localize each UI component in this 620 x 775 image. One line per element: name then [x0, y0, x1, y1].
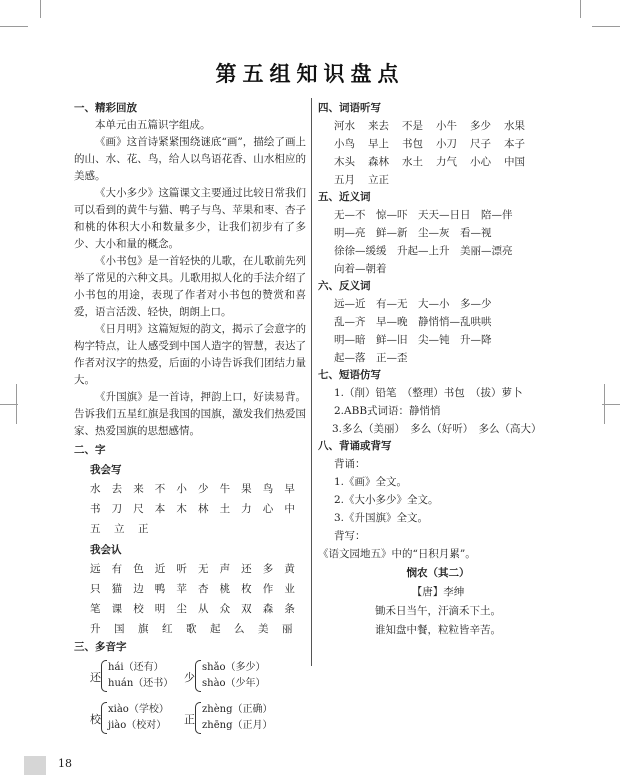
polyphone-char: 少 [184, 671, 195, 684]
cell: 猫 [111, 583, 123, 595]
cell: 有 [111, 563, 123, 575]
cell: 明 [154, 603, 166, 615]
cell: 中国 [504, 156, 525, 168]
cell: 立正 [368, 174, 389, 186]
cell: 中 [284, 503, 295, 515]
row [90, 579, 306, 599]
cell: 森林 [368, 156, 389, 168]
paragraph: 《画》这首诗紧紧围绕谜底“画”，描绘了画上的山、水、花、鸟，给人以鸟语花香、山水相应的美感。 [74, 136, 306, 182]
poem-line: 锄禾日当午，汗滴禾下土。 [375, 605, 501, 617]
recite-line: 背写： [334, 530, 366, 542]
antonym-line: 明—暗 鲜—旧 尖—钝 升—降 [334, 334, 492, 346]
paragraph: 《升国旗》是一首诗，押韵上口，好读易背。告诉我们五星红旗是我国的国旗，激发我们热爱国家、热爱国旗的思想感情。 [74, 391, 306, 437]
cell: 力气 [436, 156, 457, 168]
poem-line: 谁知盘中餐，粒粒皆辛苦。 [375, 624, 501, 636]
cell: 起 [210, 623, 221, 635]
cell: 校 [133, 603, 144, 615]
crop-mark [592, 26, 620, 27]
phrase-line: 3.多么（美丽） 多么（好听） 多么（高大） [332, 423, 542, 435]
subheading: 我会认 [90, 544, 122, 556]
cell: 水 [90, 483, 101, 495]
cell: 立 [114, 523, 125, 535]
crop-mark [16, 384, 17, 424]
cell: 河水 [334, 120, 355, 132]
cell: 早 [284, 483, 295, 495]
left-column [74, 100, 306, 746]
section-heading: 一、精彩回放 [74, 102, 137, 114]
synonym-line: 徐徐—缓缓 升起—上升 美丽—漂亮 [334, 245, 513, 257]
polyphone-char: 校 [90, 713, 101, 726]
reading: huán（还书） [108, 678, 174, 689]
section-heading: 二、字 [74, 444, 106, 456]
cell: 听 [176, 563, 187, 575]
cell: 笔 [90, 603, 101, 615]
recite-line: 背诵： [334, 458, 366, 470]
recite-line: 《语文园地五》中的“日积月累”。 [318, 548, 476, 560]
polyphone-list [74, 658, 306, 746]
cell: 林 [197, 503, 209, 515]
section-heading: 七、短语仿写 [318, 369, 381, 381]
reading: hái（还有） [108, 662, 164, 673]
cell: 不 [154, 483, 166, 495]
cell: 作 [262, 583, 274, 595]
char-grid-read [90, 559, 306, 639]
row [334, 117, 558, 135]
cell: 多少 [470, 120, 491, 132]
cell: 小刀 [436, 138, 457, 150]
cell: 黄 [284, 563, 295, 575]
crop-mark [0, 26, 28, 27]
crop-mark [580, 0, 581, 18]
cell: 尘 [176, 603, 187, 615]
page-number: 18 [58, 757, 72, 770]
word-list [334, 117, 558, 189]
reading: shào（少年） [202, 678, 266, 689]
polyphone-char: 还 [90, 671, 101, 684]
cell: 小鸟 [334, 138, 355, 150]
cell: 来 [133, 483, 144, 495]
cell: 小心 [470, 156, 491, 168]
cell: 近 [154, 563, 166, 575]
crop-mark [604, 384, 605, 424]
cell: 本 [154, 503, 166, 515]
cell: 从 [197, 603, 209, 615]
cell: 升 [90, 623, 101, 635]
cell: 去 [111, 483, 123, 495]
cell: 力 [241, 503, 252, 515]
synonym-line: 明—亮 鲜—新 尘—灰 看—视 [334, 227, 492, 239]
char-grid-write [90, 479, 306, 539]
cell: 国 [114, 623, 125, 635]
paragraph: 《日月明》这篇短短的韵文，揭示了会意字的构字特点，让人感受到中国人造字的智慧，表达了作者对汉字的热爱，后面的小诗告诉我们团结力量大。 [74, 323, 306, 386]
cell: 枚 [241, 583, 252, 595]
synonym-line: 无—不 惊—吓 天天—日日 陪—伴 [334, 209, 513, 221]
synonym-line: 向着—朝着 [334, 263, 387, 275]
section-heading: 四、词语听写 [318, 102, 381, 114]
cell: 旗 [138, 623, 149, 635]
cell: 心 [262, 503, 274, 515]
cell: 色 [133, 563, 144, 575]
paragraph: 本单元由五篇识字组成。 [95, 119, 211, 131]
paragraph: 《小书包》是一首轻快的儿歌，在儿歌前先列举了常见的六种文具。儿歌用拟人化的手法介绍了小书包的用途，表现了作者对小书包的赞赏和喜爱，语言活泼、轻快，朗朗上口。 [74, 255, 306, 318]
paragraph: 《大小多少》这篇课文主要通过比较日常我们可以看到的黄牛与猫、鸭子与鸟、苹果和枣、杏子和桃的体积大小和数量多少，让我们初步有了多少、大小和量的概念。 [74, 187, 306, 250]
polyphone-char: 正 [184, 713, 195, 726]
recite-line: 2.《大小多少》全文。 [334, 494, 439, 506]
cell: 果 [241, 483, 252, 495]
phrase-line: 2.ABB式词语：静悄悄 [334, 405, 441, 417]
section-heading: 六、反义词 [318, 280, 371, 292]
cell: 牛 [219, 483, 231, 495]
poem-author: 【唐】李绅 [411, 586, 465, 598]
antonym-line: 起—落 正—歪 [334, 352, 408, 364]
row [90, 499, 306, 519]
cell: 业 [284, 583, 295, 595]
subheading: 我会写 [90, 464, 122, 476]
cell: 只 [90, 583, 101, 595]
cell: 众 [219, 603, 231, 615]
row [334, 135, 558, 153]
cell: 桃 [219, 583, 231, 595]
cell: 本子 [504, 138, 525, 150]
cell: 来去 [368, 120, 389, 132]
reading: xiào（学校） [108, 704, 169, 715]
row [334, 171, 558, 189]
reading: zhèng（正确） [202, 704, 273, 715]
cell: 五 [90, 523, 101, 535]
brace [101, 660, 107, 692]
row [90, 479, 306, 499]
cell: 土 [219, 503, 231, 515]
cell: 小牛 [436, 120, 457, 132]
brace [101, 702, 107, 734]
cell: 书包 [402, 138, 423, 150]
reading: shǎo（多少） [202, 662, 266, 673]
page-title: 第五组知识盘点 [215, 61, 405, 86]
phrase-line: 1.（削）铅笔 （整理）书包 （拔）萝卜 [334, 387, 523, 399]
reading: zhēng（正月） [202, 720, 273, 731]
cell: 尺子 [470, 138, 491, 150]
brace [195, 660, 201, 692]
cell: 鸭 [154, 583, 166, 595]
cell: 还 [241, 563, 252, 575]
cell: 美 [258, 623, 269, 635]
cell: 水土 [402, 156, 423, 168]
recite-line: 3.《升国旗》全文。 [334, 512, 429, 524]
reading: jiào（校对） [108, 720, 167, 731]
cell: 远 [90, 563, 101, 575]
cell: 红 [162, 623, 173, 635]
section-heading: 八、背诵或背写 [318, 440, 392, 452]
antonym-line: 远—近 有—无 大—小 多—少 [334, 298, 492, 310]
row [90, 519, 306, 539]
right-column [318, 100, 558, 640]
page-tab [24, 756, 46, 775]
cell: 水果 [504, 120, 525, 132]
crop-mark [40, 0, 41, 18]
cell: 声 [219, 563, 231, 575]
cell: 森 [262, 603, 274, 615]
cell: 五月 [334, 174, 355, 186]
row [90, 559, 306, 579]
cell: 歌 [186, 623, 197, 635]
cell: 双 [241, 603, 252, 615]
cell: 少 [197, 483, 209, 495]
poem-title: 悯农（其二） [406, 567, 470, 579]
section-heading: 三、多音字 [74, 641, 127, 653]
cell: 正 [138, 523, 149, 535]
cell: 木 [176, 503, 187, 515]
cell: 小 [176, 483, 187, 495]
cell: 书 [90, 503, 101, 515]
row [90, 619, 306, 639]
cell: 不是 [402, 120, 423, 132]
cell: 多 [262, 563, 274, 575]
row [90, 599, 306, 619]
cell: 课 [111, 603, 123, 615]
section-heading: 五、近义词 [318, 191, 371, 203]
row [334, 153, 558, 171]
cell: 杏 [197, 583, 209, 595]
brace [195, 702, 201, 734]
cell: 尺 [133, 503, 144, 515]
cell: 早上 [368, 138, 389, 150]
column-divider [311, 98, 312, 666]
cell: 丽 [282, 623, 293, 635]
cell: 鸟 [262, 483, 274, 495]
cell: 苹 [176, 583, 187, 595]
cell: 么 [234, 623, 245, 635]
cell: 边 [133, 583, 144, 595]
cell: 木头 [334, 156, 355, 168]
cell: 条 [284, 603, 295, 615]
cell: 刀 [111, 503, 123, 515]
cell: 无 [197, 563, 209, 575]
antonym-line: 乱—齐 早—晚 静悄悄—乱哄哄 [334, 316, 492, 328]
recite-line: 1.《画》全文。 [334, 476, 408, 488]
